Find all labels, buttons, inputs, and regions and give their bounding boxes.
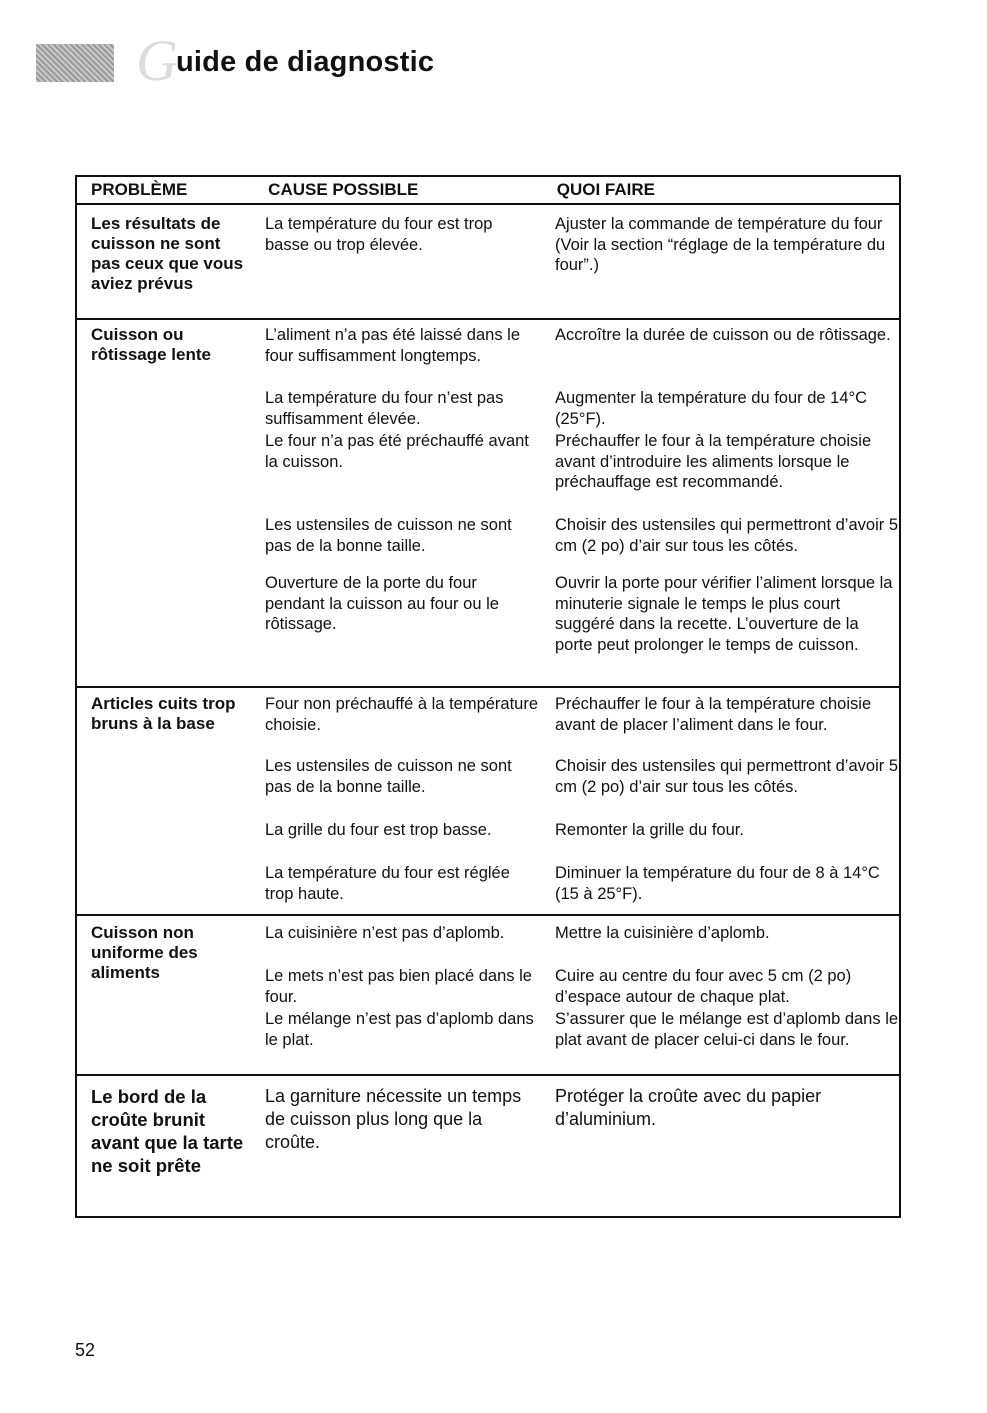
- fix-cell: Protéger la croûte avec du papier d’aluminium.: [555, 1086, 822, 1129]
- problem-cell: Les résultats de cuisson ne sont pas ceux que vous aviez prévus: [91, 214, 244, 293]
- title-initial: G: [136, 28, 178, 93]
- problem-cell: Articles cuits trop bruns à la base: [91, 694, 236, 733]
- cause-cell: La grille du four est trop basse.: [265, 821, 492, 839]
- cause-cell: Les ustensiles de cuisson ne sont pas de la bonne taille.: [265, 516, 512, 555]
- table-row: [77, 320, 899, 688]
- header-fix: QUOI FAIRE: [556, 180, 655, 199]
- cause-cell: La cuisinière n’est pas d’aplomb.: [265, 924, 505, 942]
- table-row: [77, 1076, 899, 1216]
- cause-cell: La température du four est trop basse ou trop élevée.: [265, 215, 493, 254]
- cause-cell: Le mets n’est pas bien placé dans le four.: [265, 967, 532, 1006]
- cause-cell: Le mélange n’est pas d’aplomb dans le plat.: [265, 1010, 534, 1049]
- fix-cell: Préchauffer le four à la température choisie avant de placer l’aliment dans le four.: [555, 695, 872, 734]
- problem-cell: Cuisson ou rôtissage lente: [91, 325, 211, 364]
- cause-cell: Le four n’a pas été préchauffé avant la cuisson.: [265, 432, 529, 471]
- fix-cell: Augmenter la température du four de 14°C (25°F).: [555, 389, 868, 428]
- cause-cell: La température du four n’est pas suffisamment élevée.: [265, 389, 504, 428]
- cause-fix-pair: [249, 573, 899, 655]
- fix-cell: S’assurer que le mélange est d’aplomb dans le plat avant de placer celui-ci dans le four.: [555, 1010, 899, 1049]
- diagnostic-table: [75, 175, 901, 1218]
- cause-fix-pair: [249, 388, 899, 431]
- cause-fix-pair: [249, 694, 899, 756]
- table-row: [77, 916, 899, 1076]
- page-number: 52: [75, 1340, 96, 1360]
- page-title: uide de diagnostic: [176, 46, 435, 78]
- fix-cell: Ouvrir la porte pour vérifier l’aliment lorsque la minuterie signale le temps le plus court suggéré dans la recette. L’ouverture de la porte peut prolonger le temps de cuisson.: [555, 574, 893, 654]
- decorative-pattern-icon: [36, 44, 114, 82]
- fix-cell: Diminuer la température du four de 8 à 14°C (15 à 25°F).: [555, 864, 880, 903]
- cause-cell: Les ustensiles de cuisson ne sont pas de la bonne taille.: [265, 757, 512, 796]
- fix-cell: Remonter la grille du four.: [555, 821, 744, 839]
- cause-fix-pair: [249, 515, 899, 573]
- cause-cell: La température du four est réglée trop haute.: [265, 864, 510, 903]
- fix-cell: Cuire au centre du four avec 5 cm (2 po) d’espace autour de chaque plat.: [555, 967, 852, 1006]
- problem-cell: Le bord de la croûte brunit avant que la tarte ne soit prête: [91, 1086, 244, 1176]
- fix-cell: Choisir des ustensiles qui permettront d’avoir 5 cm (2 po) d’air sur tous les côtés.: [555, 516, 898, 555]
- problem-cell: Cuisson non uniforme des aliments: [91, 923, 198, 982]
- cause-fix-pair: [249, 325, 899, 388]
- cause-fix-pair: [249, 863, 899, 904]
- cause-fix-pair: [249, 820, 899, 863]
- cause-fix-pair: [249, 923, 899, 966]
- fix-cell: Mettre la cuisinière d’aplomb.: [555, 924, 770, 942]
- cause-fix-pair: [249, 431, 899, 515]
- fix-cell: Choisir des ustensiles qui permettront d’avoir 5 cm (2 po) d’air sur tous les côtés.: [555, 757, 898, 796]
- header-cause: CAUSE POSSIBLE: [268, 180, 419, 199]
- cause-fix-pair: [249, 756, 899, 820]
- fix-cell: Ajuster la commande de température du four (Voir la section “réglage de la température du four”.): [555, 215, 886, 274]
- fix-cell: Accroître la durée de cuisson ou de rôtissage.: [555, 326, 891, 344]
- cause-fix-pair: [249, 966, 899, 1009]
- cause-cell: L’aliment n’a pas été laissé dans le four suffisamment longtemps.: [265, 326, 520, 365]
- table-row: [77, 688, 899, 916]
- table-header-row: [77, 177, 899, 205]
- cause-fix-pair: [249, 214, 899, 276]
- cause-fix-pair: [249, 1085, 899, 1154]
- fix-cell: Préchauffer le four à la température choisie avant d’introduire les aliments lorsque le préchauffage est recommandé.: [555, 432, 872, 491]
- cause-fix-pair: [249, 1009, 899, 1050]
- cause-cell: Ouverture de la porte du four pendant la cuisson au four ou le rôtissage.: [265, 574, 499, 633]
- cause-cell: Four non préchauffé à la température choisie.: [265, 695, 539, 734]
- page-header: [36, 28, 736, 96]
- cause-cell: La garniture nécessite un temps de cuisson plus long que la croûte.: [265, 1086, 522, 1152]
- table-row: [77, 205, 899, 320]
- header-problem: PROBLÈME: [91, 180, 188, 199]
